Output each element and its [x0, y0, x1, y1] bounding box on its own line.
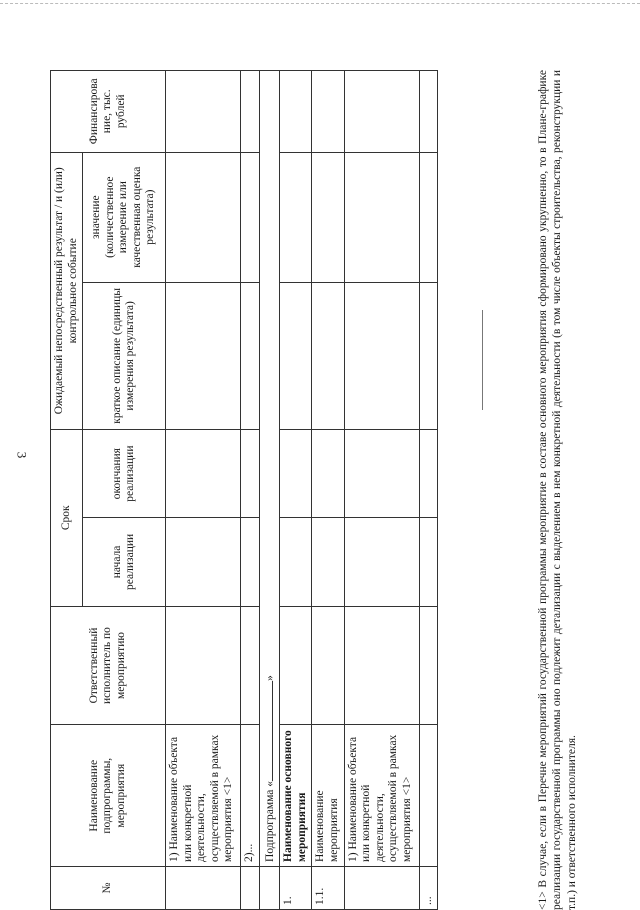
row-name: 1) Наименование объекта или конкретной деятельности, осуществляемой в рамках мероприятия <1> [344, 725, 419, 867]
table-row [280, 71, 312, 910]
header-start: начала реализации [83, 518, 166, 606]
table-row [166, 71, 241, 910]
rotated-page-content [50, 70, 578, 910]
footnote: <1> В случае, если в Перечне мероприятий государственной программы мероприятие в составе основного мероприятия сформировано укрупненно, то в Плане-графике реализации государственной программы оно подлежит детализации с выделением в нем конкретной деятельности (в том числе объекты строительства, реконструкции и т.п.) и ответственного исполнителя. [537, 70, 578, 910]
table-row [241, 71, 260, 910]
row-num: 1.1. [312, 866, 344, 909]
row-num [259, 866, 280, 909]
header-short-desc: краткое описание (единицы измерения результата) [83, 282, 166, 429]
plan-schedule-table [50, 70, 438, 910]
scan-edge-line [0, 3, 640, 4]
header-name: Наименование подпрограммы, мероприятия [51, 725, 166, 867]
row-num [241, 866, 260, 909]
header-term: Срок [51, 429, 83, 606]
row-name: 1) Наименование объекта или конкретной деятельности, осуществляемой в рамках мероприятия <1> [166, 725, 241, 867]
subprogram-suffix: » [263, 675, 276, 681]
row-num: ... [419, 866, 438, 909]
table-row [259, 71, 280, 910]
row-num [344, 866, 419, 909]
header-value: значение (количественное измерение или качественная оценка результата) [83, 152, 166, 282]
header-financing: Финансирова ние, тыс. рублей [51, 71, 166, 153]
header-end: окончания реализации [83, 429, 166, 517]
table-row [312, 71, 344, 910]
header-responsible: Ответственный исполнитель по мероприятию [51, 606, 166, 725]
table-row [419, 71, 438, 910]
row-subprogram [259, 71, 280, 867]
row-name [419, 725, 438, 867]
row-num: 1. [280, 866, 312, 909]
row-name: Наименование мероприятия [312, 725, 344, 867]
row-name: Наименование основного мероприятия [280, 725, 312, 867]
scan-mark [482, 310, 483, 410]
row-name: 2)... [241, 725, 260, 867]
subprogram-blank [262, 681, 273, 781]
header-expected: Ожидаемый непосредственный результат / и (или) контрольное событие [51, 152, 83, 429]
page-number: 3 [14, 451, 30, 459]
subprogram-prefix: Подпрограмма « [263, 780, 276, 862]
row-num [166, 866, 241, 909]
table-row [344, 71, 419, 910]
header-num: № [51, 866, 166, 909]
